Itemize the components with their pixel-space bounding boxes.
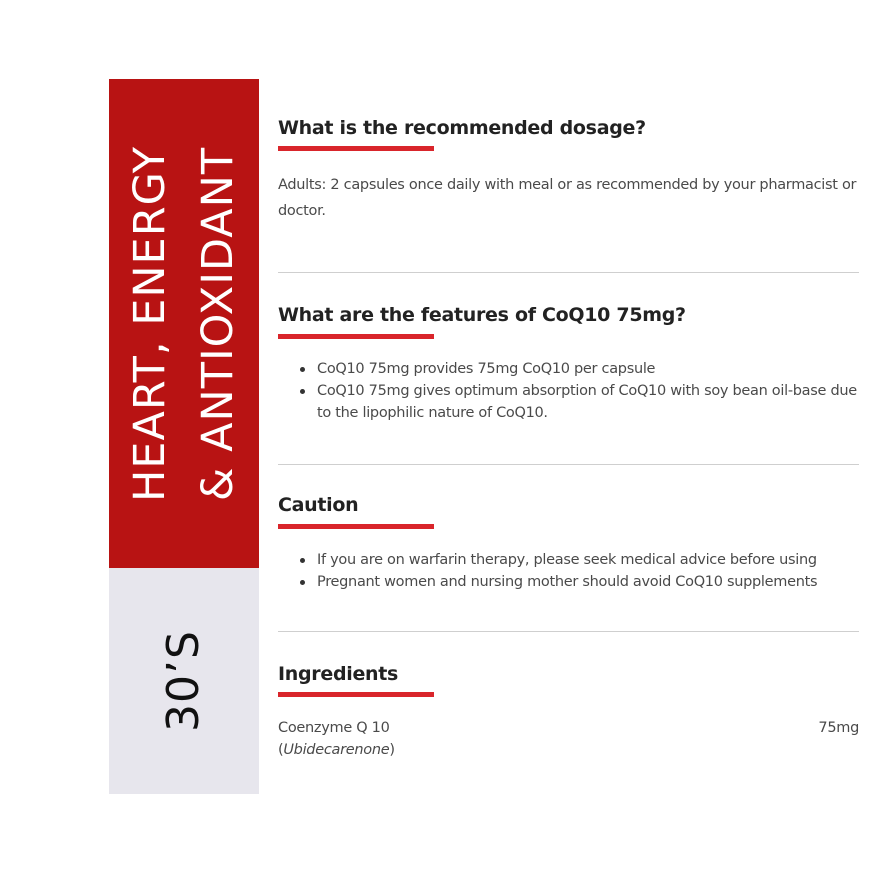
section-divider [278,464,859,465]
features-underline [278,334,434,339]
caution-list [278,549,859,593]
list-item: CoQ10 75mg gives optimum absorption of CoQ10 with soy bean oil-base due to the lipophilic nature of CoQ10. [317,380,859,424]
list-item: Pregnant women and nursing mother should avoid CoQ10 supplements [317,571,859,593]
ingredients-section [278,659,859,779]
dosage-heading: What is the recommended dosage? [278,117,646,139]
list-item: CoQ10 75mg provides 75mg CoQ10 per capsule [317,358,859,380]
dosage-section [278,113,859,233]
pack-size-label: 30’S [158,630,209,732]
sidebar-pack-size-banner [109,568,259,794]
dosage-text: Adults: 2 capsules once daily with meal or as recommended by your pharmacist or doctor. [278,177,857,219]
ingredients-underline [278,692,434,697]
ingredient-amount: 75mg [818,720,859,736]
caution-heading: Caution [278,494,359,516]
ingredient-name: Coenzyme Q 10 [278,720,390,736]
ingredient-alt-name: (Ubidecarenone) [278,742,395,758]
features-list [278,358,859,424]
category-line-2: & ANTIOXIDANT [193,146,243,501]
ingredients-heading: Ingredients [278,663,399,685]
category-line-1: HEART, ENERGY [125,145,175,502]
features-heading: What are the features of CoQ10 75mg? [278,304,686,326]
section-divider [278,272,859,273]
sidebar-category-banner [109,79,259,568]
section-divider [278,631,859,632]
dosage-underline [278,146,434,151]
category-label [116,145,252,501]
caution-section [278,490,859,610]
list-item: If you are on warfarin therapy, please seek medical advice before using [317,549,859,571]
features-section [278,300,859,440]
ingredient-row [278,717,859,761]
caution-underline [278,524,434,529]
